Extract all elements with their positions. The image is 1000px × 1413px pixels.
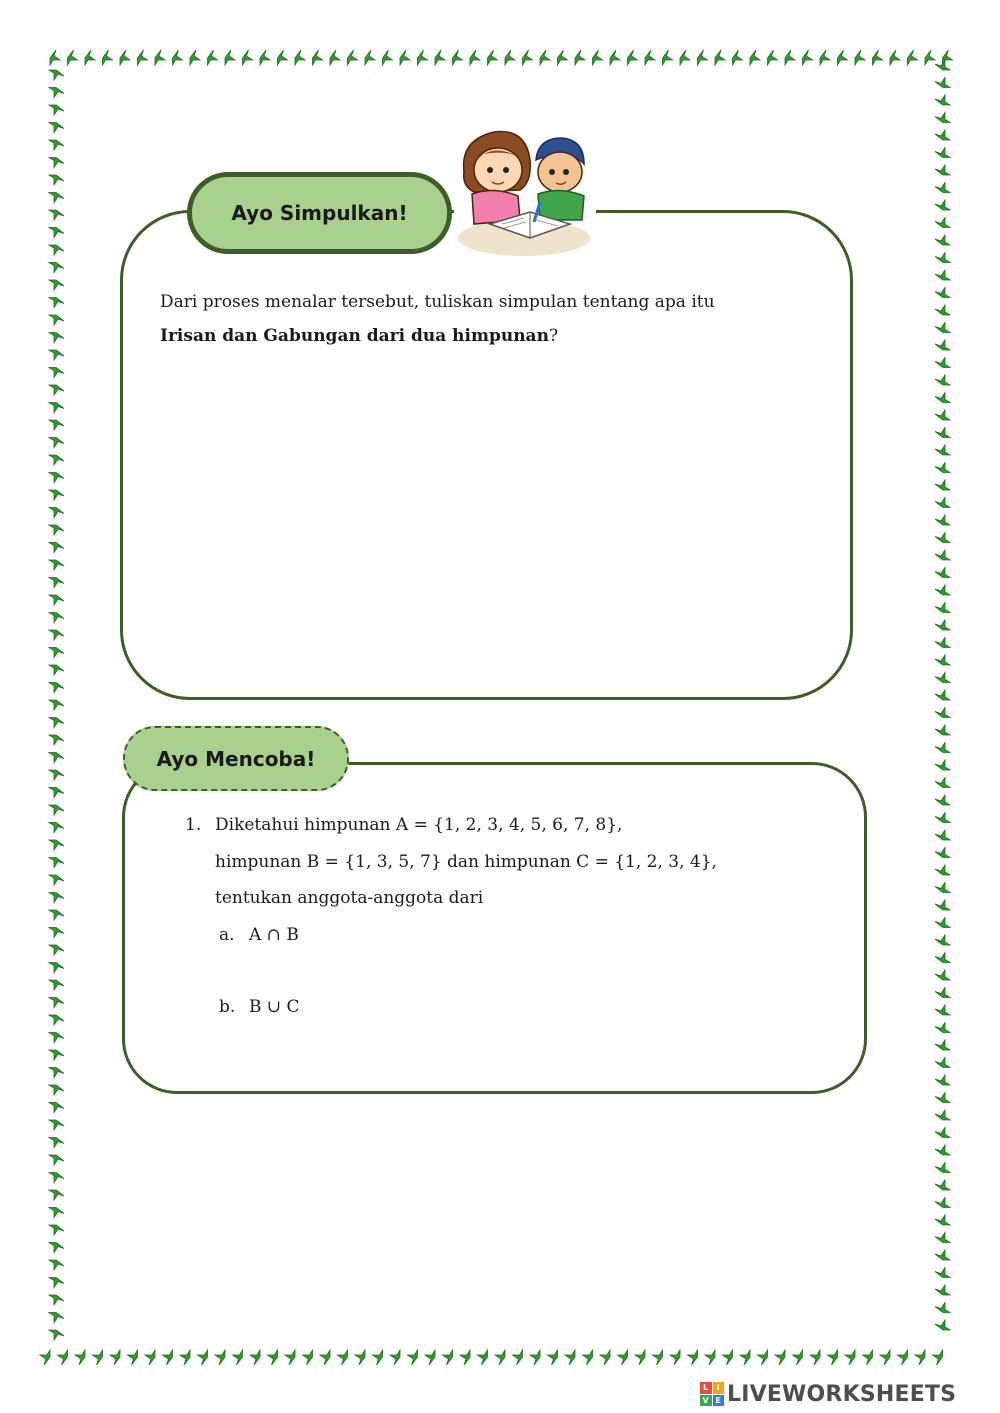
border-leaf [250, 1350, 260, 1365]
border-leaf [935, 340, 950, 350]
exercise-title-label [123, 726, 349, 791]
border-leaf [758, 1350, 768, 1365]
border-leaf [935, 1215, 950, 1225]
border-leaf [49, 1050, 64, 1060]
border-leaf [49, 175, 64, 185]
border-leaf [935, 1163, 950, 1173]
border-leaf [645, 50, 655, 65]
border-leaf [443, 1350, 453, 1365]
border-leaf [49, 875, 64, 885]
liveworksheets-logo-icon: L I V E [700, 1382, 724, 1406]
border-leaf [935, 1110, 950, 1120]
border-leaf [49, 438, 64, 448]
border-leaf [49, 263, 64, 273]
border-leaf [935, 393, 950, 403]
border-leaf [935, 1303, 950, 1313]
border-leaf [663, 50, 673, 65]
border-leaf [935, 638, 950, 648]
border-leaf [935, 305, 950, 315]
border-leaf [935, 165, 950, 175]
border-leaf [523, 50, 533, 65]
border-leaf [268, 1350, 278, 1365]
border-leaf [670, 1350, 680, 1365]
border-leaf [49, 88, 64, 98]
border-leaf [303, 1350, 313, 1365]
border-leaf [460, 1350, 470, 1365]
border-leaf [120, 50, 130, 65]
border-leaf [49, 963, 64, 973]
border-leaf [373, 1350, 383, 1365]
border-leaf [155, 50, 165, 65]
border-leaf [49, 928, 64, 938]
border-leaf [49, 630, 64, 640]
border-leaf [355, 1350, 365, 1365]
border-leaf [935, 113, 950, 123]
border-leaf [935, 1250, 950, 1260]
exercise-title: Ayo Mencoba! [156, 746, 316, 771]
border-leaf [863, 1350, 873, 1365]
item-a-expression: A ∩ B [249, 925, 299, 945]
border-leaf [680, 50, 690, 65]
border-leaf [935, 1320, 950, 1330]
border-leaf [40, 1350, 50, 1365]
border-leaf [320, 1350, 330, 1365]
border-leaf [935, 743, 950, 753]
border-leaf [935, 568, 950, 578]
border-leaf [453, 50, 463, 65]
border-leaf [93, 1350, 103, 1365]
border-leaf [935, 725, 950, 735]
border-leaf [49, 665, 64, 675]
border-leaf [935, 953, 950, 963]
border-leaf [49, 700, 64, 710]
border-leaf [530, 1350, 540, 1365]
border-leaf [49, 1330, 64, 1340]
border-leaf [49, 525, 64, 535]
border-leaf [828, 1350, 838, 1365]
border-leaf [838, 50, 848, 65]
border-leaf [330, 50, 340, 65]
border-leaf [50, 50, 60, 65]
border-leaf [935, 1075, 950, 1085]
border-leaf [49, 840, 64, 850]
border-leaf [653, 1350, 663, 1365]
border-leaf [935, 795, 950, 805]
border-leaf [935, 498, 950, 508]
border-leaf [435, 50, 445, 65]
border-leaf [49, 998, 64, 1008]
border-leaf [49, 1190, 64, 1200]
border-leaf [348, 50, 358, 65]
border-leaf [49, 105, 64, 115]
border-leaf [935, 200, 950, 210]
border-leaf [49, 560, 64, 570]
border-leaf [855, 50, 865, 65]
border-leaf [513, 1350, 523, 1365]
border-leaf [408, 1350, 418, 1365]
border-leaf [390, 1350, 400, 1365]
border-leaf [49, 508, 64, 518]
border-leaf [908, 50, 918, 65]
border-leaf [49, 823, 64, 833]
border-leaf [49, 1085, 64, 1095]
border-leaf [898, 1350, 908, 1365]
border-leaf [49, 788, 64, 798]
border-leaf [49, 455, 64, 465]
border-leaf [935, 1023, 950, 1033]
border-leaf [49, 1295, 64, 1305]
border-leaf [935, 988, 950, 998]
border-leaf [49, 1260, 64, 1270]
border-leaf [285, 1350, 295, 1365]
border-leaf [49, 1243, 64, 1253]
border-leaf [49, 805, 64, 815]
border-leaf [548, 1350, 558, 1365]
border-leaf [418, 50, 428, 65]
border-leaf [243, 50, 253, 65]
liveworksheets-watermark [700, 1378, 956, 1410]
border-leaf [935, 690, 950, 700]
border-leaf [49, 718, 64, 728]
border-leaf [49, 403, 64, 413]
border-leaf [935, 1145, 950, 1155]
question-line-2: himpunan B = {1, 3, 5, 7} dan himpunan C = {1, 2, 3, 4}, [215, 852, 717, 872]
border-leaf [723, 1350, 733, 1365]
border-leaf [935, 95, 950, 105]
border-leaf [495, 1350, 505, 1365]
border-leaf [935, 673, 950, 683]
border-leaf [505, 50, 515, 65]
children-studying-illustration [454, 120, 596, 260]
border-leaf [49, 420, 64, 430]
border-leaf [565, 1350, 575, 1365]
border-leaf [558, 50, 568, 65]
border-leaf [618, 1350, 628, 1365]
border-leaf [49, 1155, 64, 1165]
border-leaf [338, 1350, 348, 1365]
border-leaf [935, 1180, 950, 1190]
border-leaf [260, 50, 270, 65]
prompt-text: Dari proses menalar tersebut, tuliskan simpulan tentang apa itu [160, 292, 715, 312]
border-leaf [935, 813, 950, 823]
item-b-expression: B ∪ C [249, 997, 300, 1017]
border-leaf [600, 1350, 610, 1365]
border-leaf [935, 1268, 950, 1278]
border-leaf [935, 358, 950, 368]
border-leaf [935, 865, 950, 875]
border-leaf [68, 50, 78, 65]
border-leaf [49, 578, 64, 588]
border-leaf [935, 778, 950, 788]
border-leaf [775, 1350, 785, 1365]
border-leaf [145, 1350, 155, 1365]
border-leaf [935, 1058, 950, 1068]
border-leaf [49, 1225, 64, 1235]
conclusion-panel [120, 210, 853, 700]
border-leaf [935, 410, 950, 420]
border-leaf [935, 375, 950, 385]
border-leaf [610, 50, 620, 65]
conclusion-title-label [187, 172, 452, 254]
border-leaf [103, 50, 113, 65]
border-leaf [313, 50, 323, 65]
border-leaf [810, 1350, 820, 1365]
border-leaf [583, 1350, 593, 1365]
border-leaf [935, 760, 950, 770]
border-leaf [733, 50, 743, 65]
border-leaf [935, 585, 950, 595]
border-leaf [49, 193, 64, 203]
border-leaf [383, 50, 393, 65]
item-b-letter: b. [219, 997, 236, 1017]
border-leaf [935, 288, 950, 298]
border-leaf [935, 1005, 950, 1015]
border-leaf [935, 253, 950, 263]
border-leaf [49, 1033, 64, 1043]
border-leaf [688, 1350, 698, 1365]
border-leaf [49, 945, 64, 955]
border-leaf [880, 1350, 890, 1365]
border-leaf [540, 50, 550, 65]
watermark-text: LIVEWORKSHEETS [727, 1381, 957, 1407]
border-leaf [935, 1198, 950, 1208]
border-leaf [85, 50, 95, 65]
border-leaf [935, 883, 950, 893]
border-leaf [785, 50, 795, 65]
border-leaf [935, 463, 950, 473]
border-leaf [935, 428, 950, 438]
border-leaf [49, 980, 64, 990]
border-leaf [49, 893, 64, 903]
border-leaf [935, 323, 950, 333]
border-leaf [49, 350, 64, 360]
border-leaf [933, 1350, 943, 1365]
border-leaf [110, 1350, 120, 1365]
border-leaf [425, 1350, 435, 1365]
border-leaf [49, 910, 64, 920]
border-leaf [208, 50, 218, 65]
border-leaf [705, 1350, 715, 1365]
border-leaf [49, 753, 64, 763]
border-leaf [49, 315, 64, 325]
border-leaf [793, 1350, 803, 1365]
border-leaf [935, 848, 950, 858]
border-leaf [935, 970, 950, 980]
border-leaf [935, 270, 950, 280]
border-leaf [49, 1120, 64, 1130]
border-leaf [49, 1068, 64, 1078]
border-leaf [180, 1350, 190, 1365]
border-leaf [935, 480, 950, 490]
border-leaf [935, 900, 950, 910]
border-leaf [58, 1350, 68, 1365]
border-leaf [628, 50, 638, 65]
border-leaf [698, 50, 708, 65]
border-leaf [295, 50, 305, 65]
border-leaf [49, 210, 64, 220]
border-leaf [935, 603, 950, 613]
border-leaf [49, 140, 64, 150]
border-leaf [935, 708, 950, 718]
border-leaf [740, 1350, 750, 1365]
border-leaf [935, 918, 950, 928]
border-leaf [488, 50, 498, 65]
border-leaf [49, 770, 64, 780]
border-leaf [935, 235, 950, 245]
prompt-end: ? [548, 326, 559, 346]
border-leaf [935, 1128, 950, 1138]
conclusion-title: Ayo Simpulkan! [231, 201, 408, 225]
border-leaf [935, 533, 950, 543]
border-leaf [890, 50, 900, 65]
prompt-bold-text: Irisan dan Gabungan dari dua himpunan [160, 326, 549, 346]
border-leaf [935, 1093, 950, 1103]
border-leaf [470, 50, 480, 65]
border-leaf [49, 123, 64, 133]
border-leaf [935, 78, 950, 88]
border-leaf [49, 683, 64, 693]
border-leaf [400, 50, 410, 65]
border-leaf [75, 1350, 85, 1365]
border-leaf [873, 50, 883, 65]
border-leaf [935, 445, 950, 455]
border-leaf [750, 50, 760, 65]
border-leaf [49, 158, 64, 168]
border-leaf [935, 515, 950, 525]
border-leaf [198, 1350, 208, 1365]
border-leaf [593, 50, 603, 65]
border-leaf [49, 70, 64, 80]
border-leaf [49, 1103, 64, 1113]
border-leaf [935, 935, 950, 945]
border-leaf [278, 50, 288, 65]
border-leaf [803, 50, 813, 65]
border-leaf [49, 1278, 64, 1288]
border-leaf [49, 543, 64, 553]
border-leaf [575, 50, 585, 65]
border-leaf [820, 50, 830, 65]
border-leaf [190, 50, 200, 65]
border-leaf [935, 550, 950, 560]
border-leaf [935, 1040, 950, 1050]
border-leaf [635, 1350, 645, 1365]
border-leaf [49, 385, 64, 395]
border-leaf [935, 218, 950, 228]
conclusion-prompt [160, 285, 817, 353]
border-leaf [215, 1350, 225, 1365]
border-leaf [478, 1350, 488, 1365]
border-leaf [365, 50, 375, 65]
border-leaf [49, 613, 64, 623]
border-leaf [49, 595, 64, 605]
border-leaf [49, 648, 64, 658]
border-leaf [49, 1015, 64, 1025]
border-leaf [935, 130, 950, 140]
border-leaf [49, 1208, 64, 1218]
border-leaf [49, 228, 64, 238]
border-leaf [49, 858, 64, 868]
border-leaf [768, 50, 778, 65]
border-leaf [233, 1350, 243, 1365]
border-leaf [935, 183, 950, 193]
border-leaf [49, 1138, 64, 1148]
question-line-1: Diketahui himpunan A = {1, 2, 3, 4, 5, 6, 7, 8}, [215, 815, 623, 835]
border-leaf [173, 50, 183, 65]
question-number: 1. [185, 815, 202, 835]
border-leaf [935, 1233, 950, 1243]
border-leaf [49, 333, 64, 343]
border-leaf [845, 1350, 855, 1365]
border-leaf [935, 148, 950, 158]
border-leaf [925, 50, 935, 65]
border-leaf [935, 830, 950, 840]
border-leaf [935, 620, 950, 630]
border-leaf [49, 473, 64, 483]
border-leaf [49, 490, 64, 500]
border-leaf [128, 1350, 138, 1365]
border-leaf [49, 298, 64, 308]
item-a-letter: a. [219, 925, 235, 945]
border-leaf [49, 1313, 64, 1323]
border-leaf [915, 1350, 925, 1365]
border-leaf [49, 735, 64, 745]
border-leaf [49, 280, 64, 290]
border-leaf [935, 1285, 950, 1295]
border-leaf [163, 1350, 173, 1365]
border-leaf [138, 50, 148, 65]
border-leaf [49, 245, 64, 255]
border-leaf [715, 50, 725, 65]
question-line-3: tentukan anggota-anggota dari [215, 888, 484, 908]
border-leaf [49, 1173, 64, 1183]
border-leaf [935, 655, 950, 665]
border-leaf [49, 368, 64, 378]
border-leaf [225, 50, 235, 65]
